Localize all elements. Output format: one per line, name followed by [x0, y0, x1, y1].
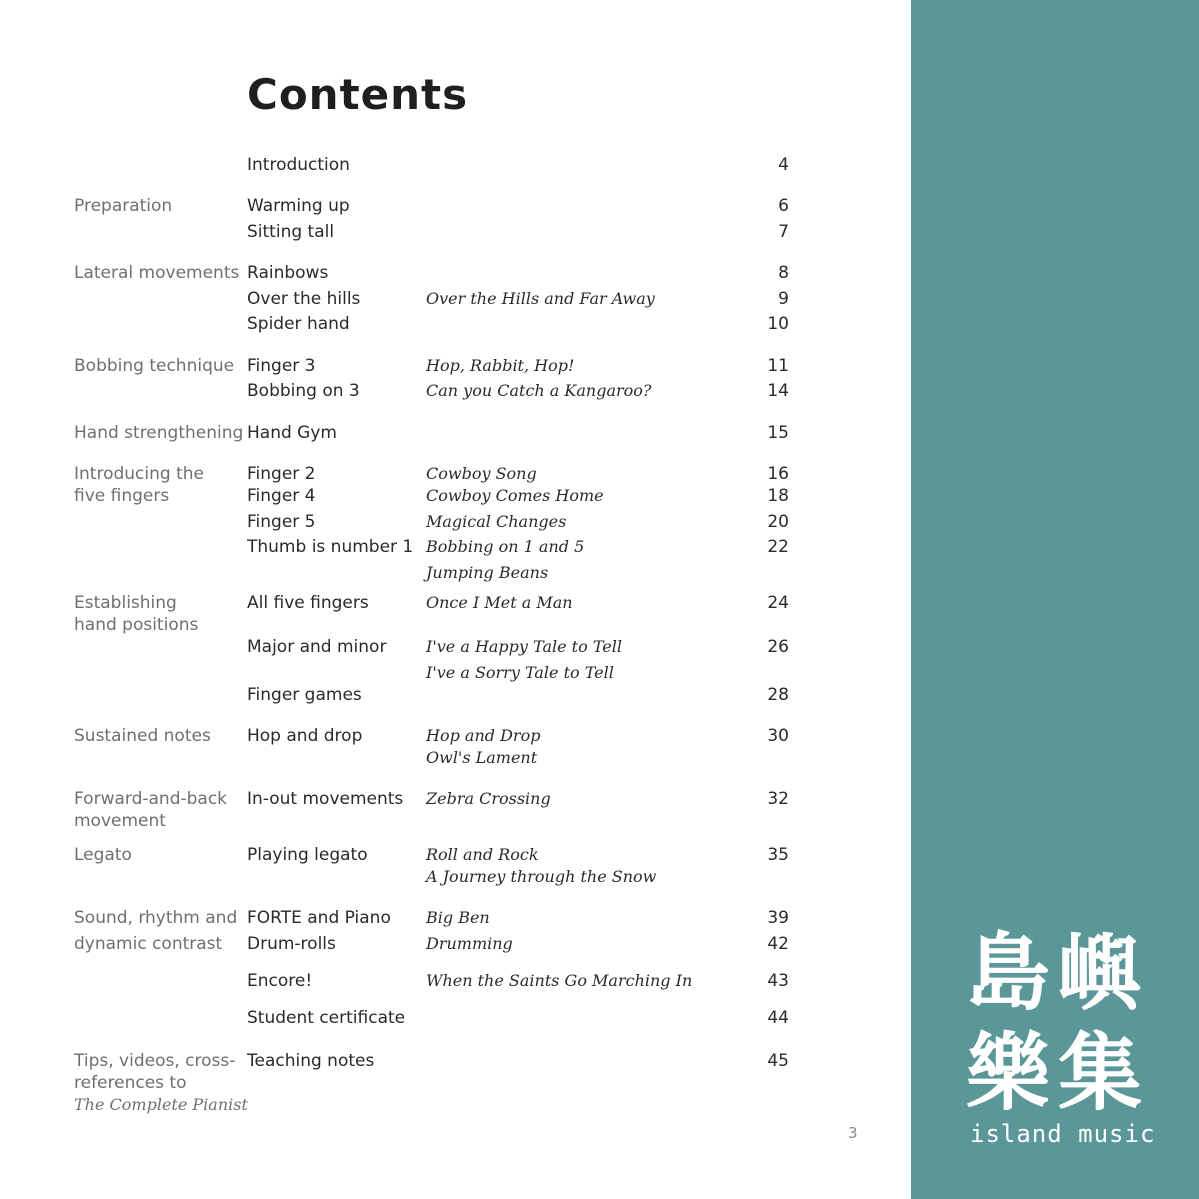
section-label: Hand strengthening	[74, 423, 244, 443]
section-label: Sustained notes	[74, 726, 211, 746]
section-label: Forward-and-back	[74, 789, 228, 809]
section-label: movement	[74, 811, 166, 831]
page-ref: 14	[767, 381, 789, 401]
piece-title: Hop, Rabbit, Hop!	[426, 356, 575, 375]
topic-entry: Major and minor	[247, 637, 387, 657]
piece-title: Magical Changes	[426, 512, 567, 531]
page-ref: 44	[767, 1008, 789, 1028]
page-ref: 18	[767, 486, 789, 506]
page-number: 3	[848, 1124, 858, 1142]
piece-title: Over the Hills and Far Away	[426, 289, 655, 308]
piece-title: When the Saints Go Marching In	[426, 971, 693, 990]
section-label: Preparation	[74, 196, 173, 216]
topic-entry: Finger games	[247, 685, 362, 705]
piece-title: I've a Happy Tale to Tell	[426, 637, 622, 656]
topic-entry: Playing legato	[247, 845, 368, 865]
topic-entry: Finger 5	[247, 512, 316, 532]
piece-title: Drumming	[426, 934, 513, 953]
topic-entry: Bobbing on 3	[247, 381, 360, 401]
topic-entry: Finger 3	[247, 356, 316, 376]
piece-title: Bobbing on 1 and 5	[426, 537, 585, 556]
topic-entry: FORTE and Piano	[247, 908, 391, 928]
section-label: Lateral movements	[74, 263, 240, 283]
section-label: Bobbing technique	[74, 356, 235, 376]
logo-english: island music	[970, 1120, 1156, 1148]
topic-entry: Finger 2	[247, 464, 316, 484]
page-ref: 7	[778, 222, 789, 242]
piece-title: Owl's Lament	[426, 748, 538, 767]
topic-entry: Sitting tall	[247, 222, 335, 242]
page-ref: 4	[778, 155, 789, 175]
section-label: five fingers	[74, 486, 170, 506]
piece-title: I've a Sorry Tale to Tell	[426, 663, 614, 682]
section-label: Sound, rhythm and	[74, 908, 238, 928]
topic-entry: Spider hand	[247, 314, 350, 334]
topic-entry: Finger 4	[247, 486, 316, 506]
page-ref: 26	[767, 637, 789, 657]
topic-entry: In-out movements	[247, 789, 404, 809]
page-ref: 15	[767, 423, 789, 443]
section-label: references to	[74, 1073, 187, 1093]
page-ref: 6	[778, 196, 789, 216]
page-ref: 8	[778, 263, 789, 283]
page-ref: 11	[767, 356, 789, 376]
page-ref: 35	[767, 845, 789, 865]
piece-title: Once I Met a Man	[426, 593, 573, 612]
section-label: Tips, videos, cross-	[74, 1051, 236, 1071]
page-ref: 24	[767, 593, 789, 613]
section-label: Establishing	[74, 593, 177, 613]
topic-entry: All five fingers	[247, 593, 369, 613]
topic-entry: Introduction	[247, 155, 350, 175]
piece-title: Hop and Drop	[426, 726, 541, 745]
piece-title: Big Ben	[426, 908, 490, 927]
topic-entry: Encore!	[247, 971, 313, 991]
logo-text-line2: 樂集	[966, 1024, 1151, 1122]
page-ref: 45	[767, 1051, 789, 1071]
topic-entry: Over the hills	[247, 289, 361, 309]
topic-entry: Rainbows	[247, 263, 329, 283]
page-ref: 39	[767, 908, 789, 928]
piece-title: Zebra Crossing	[426, 789, 551, 808]
page-ref: 42	[767, 934, 789, 954]
section-label: The Complete Pianist	[74, 1095, 248, 1114]
page-ref: 20	[767, 512, 789, 532]
section-label: hand positions	[74, 615, 199, 635]
topic-entry: Hand Gym	[247, 423, 337, 443]
page-title: Contents	[247, 70, 469, 119]
section-label: dynamic contrast	[74, 934, 223, 954]
page-ref: 16	[767, 464, 789, 484]
page-ref: 22	[767, 537, 789, 557]
piece-title: Can you Catch a Kangaroo?	[426, 381, 652, 400]
piece-title: Jumping Beans	[426, 563, 549, 582]
piece-title: Cowboy Song	[426, 464, 537, 483]
page-ref: 30	[767, 726, 789, 746]
topic-entry: Warming up	[247, 196, 350, 216]
piece-title: Roll and Rock	[426, 845, 539, 864]
section-label: Introducing the	[74, 464, 204, 484]
topic-entry: Thumb is number 1	[247, 537, 414, 557]
topic-entry: Teaching notes	[247, 1051, 375, 1071]
logo-text-line1: 島嶼	[966, 924, 1151, 1022]
page-ref: 28	[767, 685, 789, 705]
topic-entry: Drum-rolls	[247, 934, 336, 954]
piece-title: A Journey through the Snow	[426, 867, 657, 886]
topic-entry: Hop and drop	[247, 726, 363, 746]
page-ref: 9	[778, 289, 789, 309]
topic-entry: Student certificate	[247, 1008, 406, 1028]
piece-title: Cowboy Comes Home	[426, 486, 604, 505]
section-label: Legato	[74, 845, 132, 865]
page-ref: 32	[767, 789, 789, 809]
page-ref: 10	[767, 314, 789, 334]
page-ref: 43	[767, 971, 789, 991]
